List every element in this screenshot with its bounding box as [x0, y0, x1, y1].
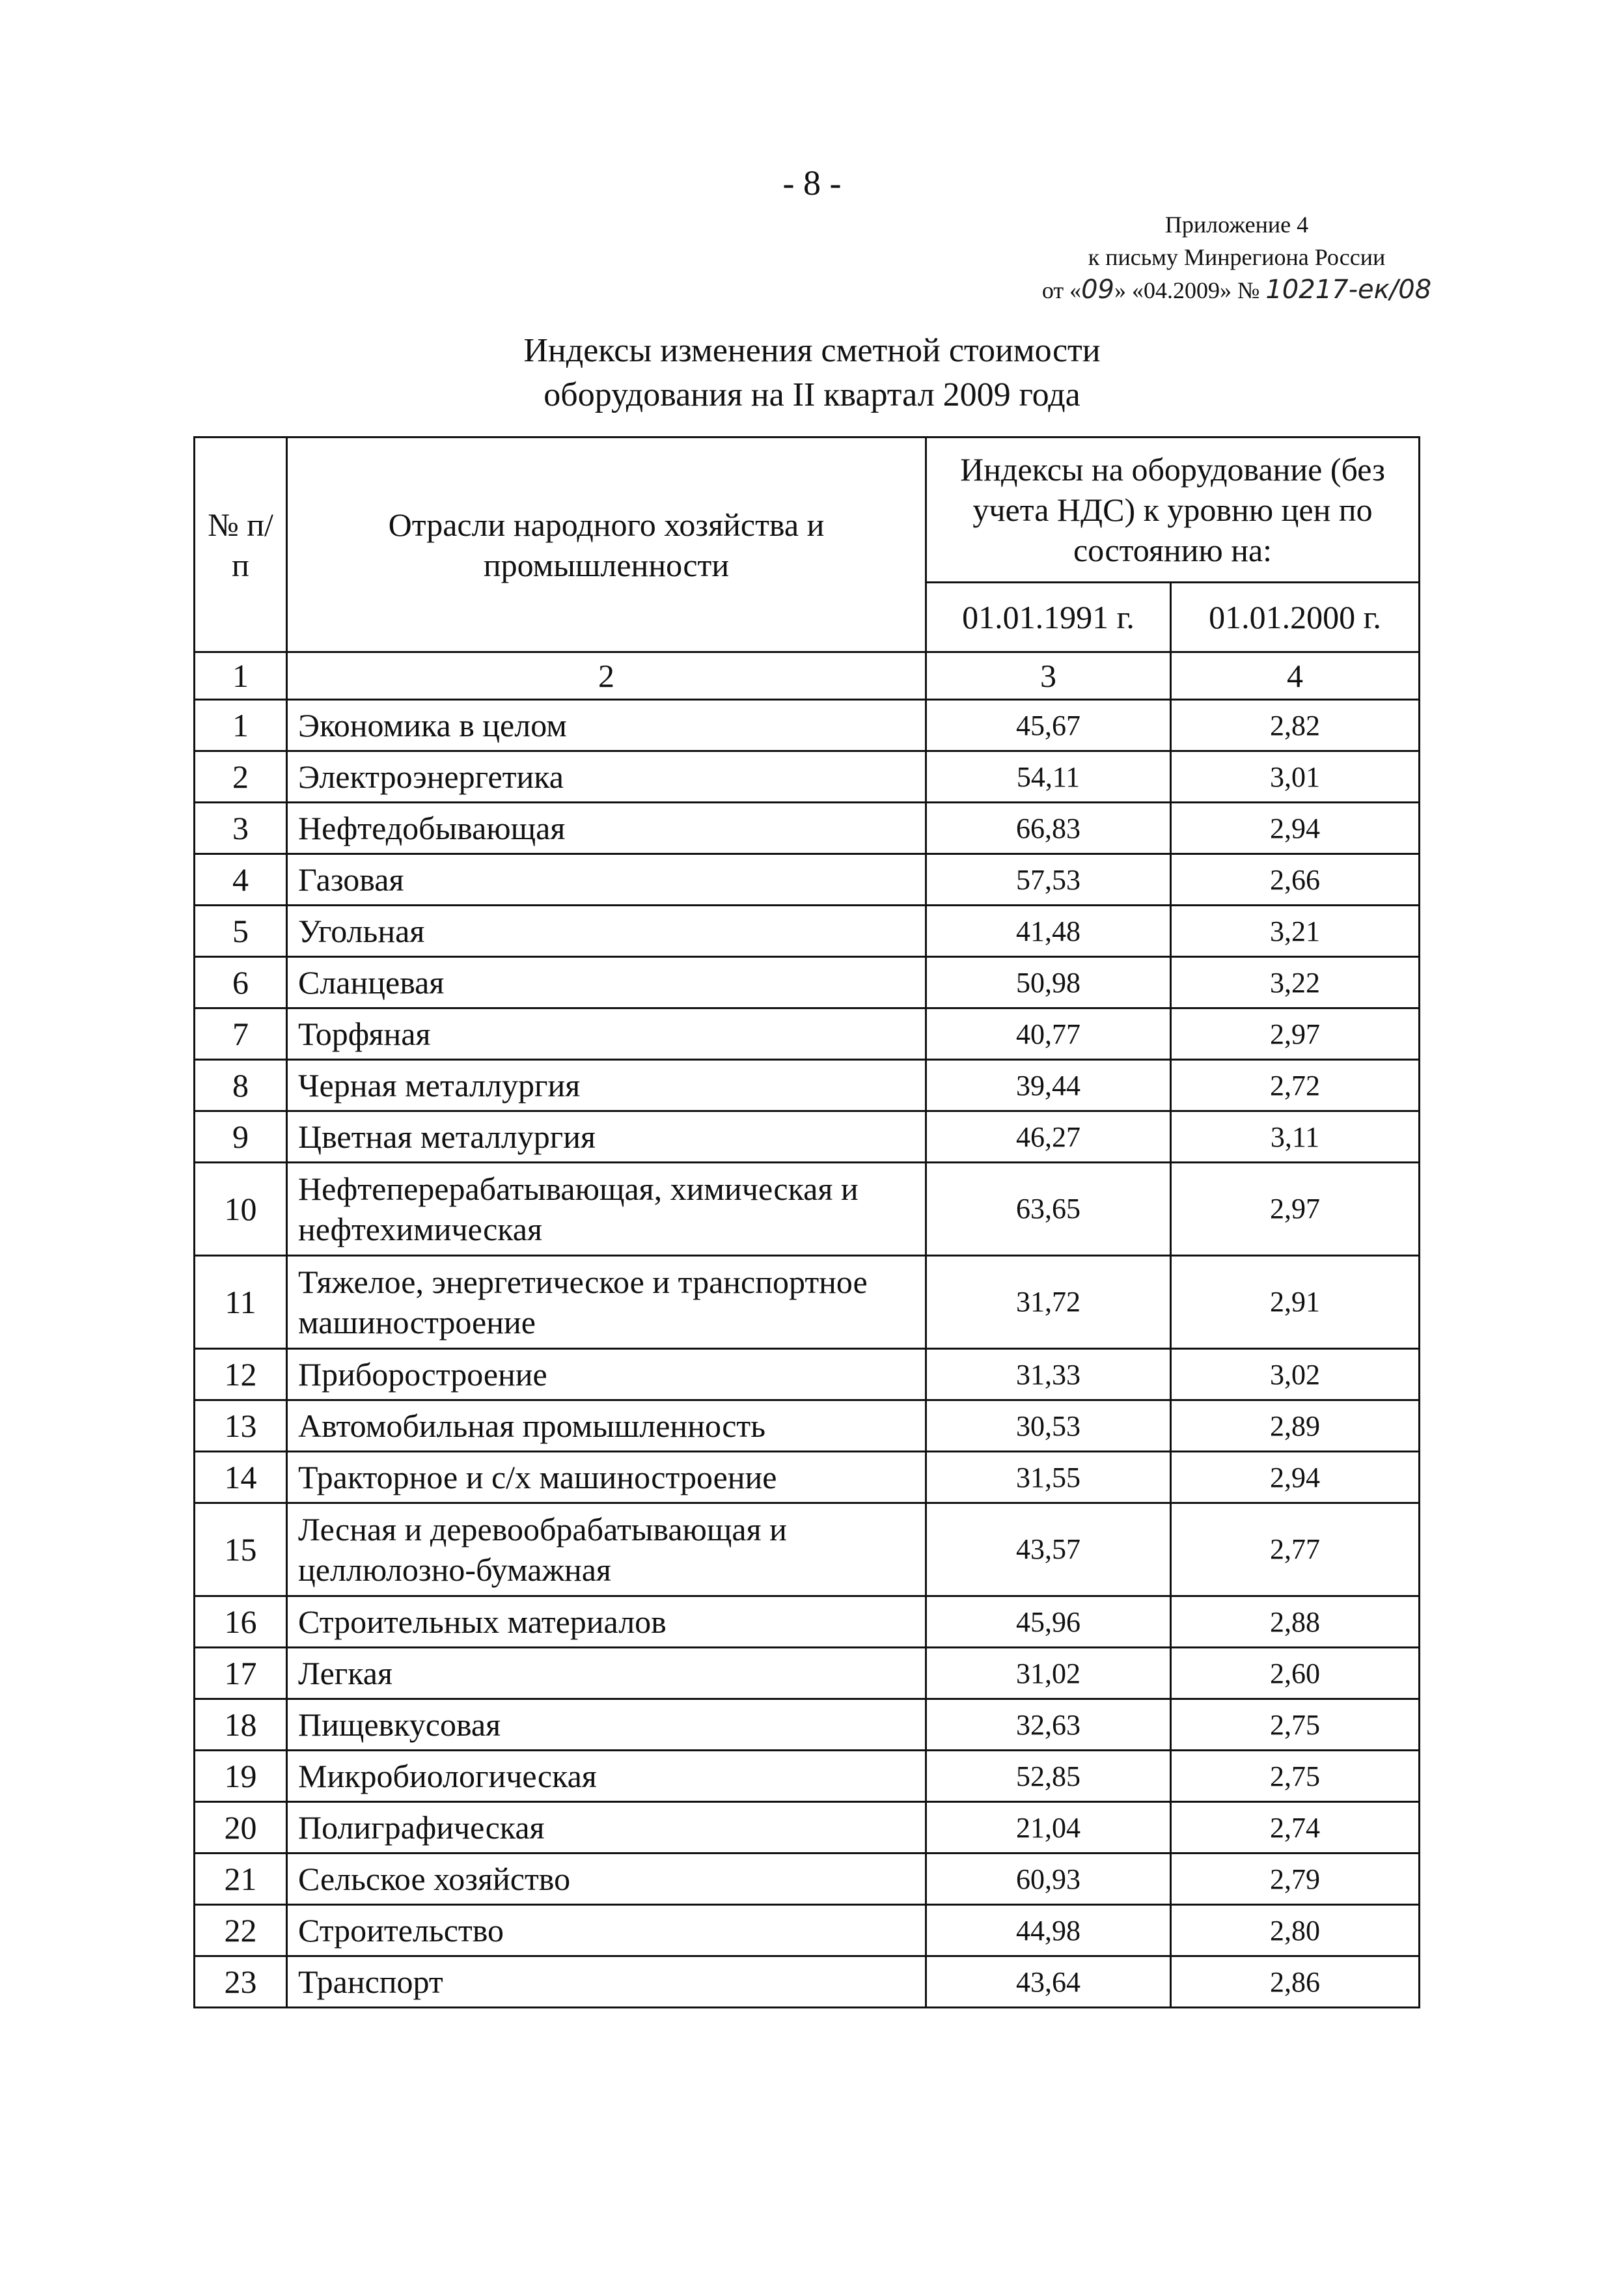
table-row [195, 803, 1420, 854]
row-index-1991: 31,72 [926, 1256, 1171, 1349]
row-branch-name: Приборостроение [287, 1349, 926, 1400]
column-number: 3 [926, 652, 1171, 700]
row-number: 23 [195, 1956, 287, 2008]
row-index-1991: 44,98 [926, 1905, 1171, 1956]
appendix-line2: к письму Минрегиона России [1088, 244, 1386, 270]
row-number: 8 [195, 1060, 287, 1111]
row-number: 15 [195, 1503, 287, 1596]
row-number: 7 [195, 1008, 287, 1060]
row-index-2000: 3,02 [1171, 1349, 1420, 1400]
table-row [195, 1596, 1420, 1648]
header-num: № п/п [195, 437, 287, 652]
row-index-1991: 46,27 [926, 1111, 1171, 1163]
table-row [195, 1256, 1420, 1349]
row-index-2000: 2,72 [1171, 1060, 1420, 1111]
row-index-1991: 41,48 [926, 906, 1171, 957]
table-row [195, 1648, 1420, 1699]
table-row [195, 1111, 1420, 1163]
row-branch-name: Автомобильная промышленность [287, 1400, 926, 1452]
row-number: 3 [195, 803, 287, 854]
table-row [195, 854, 1420, 906]
row-index-1991: 43,64 [926, 1956, 1171, 2008]
row-number: 17 [195, 1648, 287, 1699]
table-row [195, 1905, 1420, 1956]
row-number: 5 [195, 906, 287, 957]
row-number: 16 [195, 1596, 287, 1648]
appendix-date-prefix: от « [1041, 277, 1082, 303]
row-number: 13 [195, 1400, 287, 1452]
row-index-1991: 21,04 [926, 1802, 1171, 1854]
row-branch-name: Электроэнергетика [287, 751, 926, 803]
row-index-1991: 31,33 [926, 1349, 1171, 1400]
row-index-2000: 3,01 [1171, 751, 1420, 803]
header-branch: Отрасли народного хозяйства и промышленности [287, 437, 926, 652]
table-row [195, 1503, 1420, 1596]
appendix-number-handwritten: 10217-ек/08 [1265, 275, 1432, 305]
row-index-1991: 52,85 [926, 1751, 1171, 1802]
row-index-2000: 2,79 [1171, 1854, 1420, 1905]
row-branch-name: Нефтедобывающая [287, 803, 926, 854]
row-branch-name: Микробиологическая [287, 1751, 926, 1802]
row-index-2000: 2,86 [1171, 1956, 1420, 2008]
row-index-1991: 43,57 [926, 1503, 1171, 1596]
table-row [195, 1452, 1420, 1503]
row-index-1991: 45,67 [926, 700, 1171, 751]
row-index-2000: 2,94 [1171, 1452, 1420, 1503]
row-index-1991: 50,98 [926, 957, 1171, 1008]
table-row [195, 1956, 1420, 2008]
row-index-1991: 45,96 [926, 1596, 1171, 1648]
row-index-1991: 30,53 [926, 1400, 1171, 1452]
row-index-2000: 2,94 [1171, 803, 1420, 854]
appendix-line3 [976, 273, 1497, 307]
row-index-1991: 39,44 [926, 1060, 1171, 1111]
row-number: 1 [195, 700, 287, 751]
row-branch-name: Торфяная [287, 1008, 926, 1060]
row-branch-name: Легкая [287, 1648, 926, 1699]
appendix-line1: Приложение 4 [1164, 212, 1309, 238]
row-number: 4 [195, 854, 287, 906]
table-row [195, 1349, 1420, 1400]
row-index-1991: 31,55 [926, 1452, 1171, 1503]
row-index-2000: 2,97 [1171, 1008, 1420, 1060]
row-index-2000: 2,88 [1171, 1596, 1420, 1648]
table-row [195, 1699, 1420, 1751]
table-row [195, 1400, 1420, 1452]
document-title [0, 329, 1624, 417]
row-branch-name: Лесная и деревообрабатывающая и целлюлозно-бумажная [287, 1503, 926, 1596]
row-branch-name: Тяжелое, энергетическое и транспортное машиностроение [287, 1256, 926, 1349]
table-row [195, 700, 1420, 751]
row-index-2000: 2,97 [1171, 1163, 1420, 1256]
header-date-2000: 01.01.2000 г. [1171, 583, 1420, 652]
row-index-2000: 2,74 [1171, 1802, 1420, 1854]
row-number: 21 [195, 1854, 287, 1905]
row-index-2000: 2,77 [1171, 1503, 1420, 1596]
row-branch-name: Полиграфическая [287, 1802, 926, 1854]
row-number: 2 [195, 751, 287, 803]
row-index-2000: 2,66 [1171, 854, 1420, 906]
row-branch-name: Сланцевая [287, 957, 926, 1008]
row-number: 14 [195, 1452, 287, 1503]
row-index-2000: 3,21 [1171, 906, 1420, 957]
appendix-date-mid: » «04.2009» № [1114, 277, 1260, 303]
row-branch-name: Транспорт [287, 1956, 926, 2008]
row-number: 20 [195, 1802, 287, 1854]
row-index-2000: 2,75 [1171, 1699, 1420, 1751]
row-index-2000: 2,89 [1171, 1400, 1420, 1452]
indices-table [193, 436, 1420, 2008]
table-row [195, 751, 1420, 803]
row-branch-name: Угольная [287, 906, 926, 957]
header-indices: Индексы на оборудование (без учета НДС) к уровню цен по состоянию на: [926, 437, 1420, 583]
row-index-1991: 31,02 [926, 1648, 1171, 1699]
row-number: 11 [195, 1256, 287, 1349]
row-branch-name: Нефтеперерабатывающая, химическая и нефтехимическая [287, 1163, 926, 1256]
row-number: 6 [195, 957, 287, 1008]
header-date-1991: 01.01.1991 г. [926, 583, 1171, 652]
row-branch-name: Строительных материалов [287, 1596, 926, 1648]
row-index-1991: 60,93 [926, 1854, 1171, 1905]
row-branch-name: Сельское хозяйство [287, 1854, 926, 1905]
row-index-2000: 2,60 [1171, 1648, 1420, 1699]
table-row [195, 906, 1420, 957]
row-index-2000: 2,75 [1171, 1751, 1420, 1802]
row-index-1991: 57,53 [926, 854, 1171, 906]
row-index-2000: 3,22 [1171, 957, 1420, 1008]
table-row [195, 957, 1420, 1008]
column-number: 1 [195, 652, 287, 700]
row-number: 10 [195, 1163, 287, 1256]
row-index-2000: 2,91 [1171, 1256, 1420, 1349]
row-branch-name: Цветная металлургия [287, 1111, 926, 1163]
table-row [195, 1163, 1420, 1256]
row-branch-name: Строительство [287, 1905, 926, 1956]
column-number: 4 [1171, 652, 1420, 700]
row-index-1991: 63,65 [926, 1163, 1171, 1256]
appendix-note [976, 208, 1497, 307]
row-branch-name: Экономика в целом [287, 700, 926, 751]
title-line2: оборудования на II квартал 2009 года [544, 376, 1080, 413]
row-branch-name: Газовая [287, 854, 926, 906]
row-branch-name: Черная металлургия [287, 1060, 926, 1111]
table-row [195, 1854, 1420, 1905]
row-number: 19 [195, 1751, 287, 1802]
row-number: 18 [195, 1699, 287, 1751]
table-body [195, 700, 1420, 2008]
row-index-2000: 3,11 [1171, 1111, 1420, 1163]
table-row [195, 1008, 1420, 1060]
page-number: - 8 - [782, 163, 842, 202]
row-index-1991: 54,11 [926, 751, 1171, 803]
row-index-1991: 32,63 [926, 1699, 1171, 1751]
column-number: 2 [287, 652, 926, 700]
row-branch-name: Пищевкусовая [287, 1699, 926, 1751]
row-index-2000: 2,82 [1171, 700, 1420, 751]
row-index-1991: 66,83 [926, 803, 1171, 854]
table-row [195, 1802, 1420, 1854]
row-index-1991: 40,77 [926, 1008, 1171, 1060]
appendix-day-handwritten: 09 [1081, 275, 1114, 305]
row-index-2000: 2,80 [1171, 1905, 1420, 1956]
title-line1: Индексы изменения сметной стоимости [523, 332, 1101, 369]
row-number: 12 [195, 1349, 287, 1400]
table-row [195, 1060, 1420, 1111]
row-number: 22 [195, 1905, 287, 1956]
row-number: 9 [195, 1111, 287, 1163]
table-row [195, 1751, 1420, 1802]
row-branch-name: Тракторное и с/х машиностроение [287, 1452, 926, 1503]
